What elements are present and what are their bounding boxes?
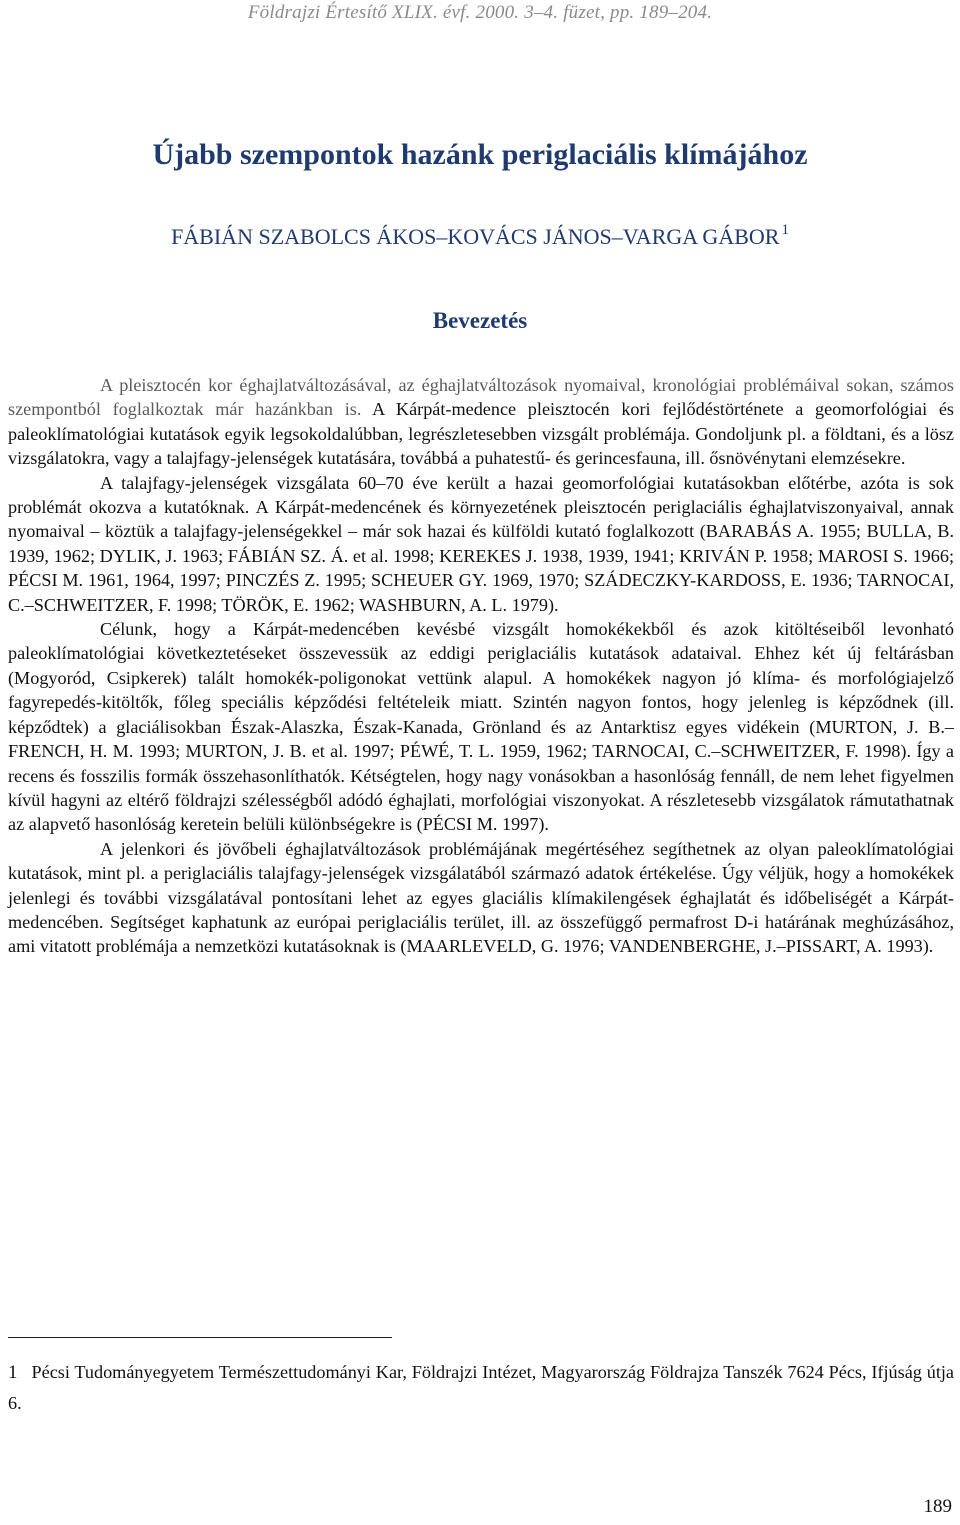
page-number: 189 <box>923 1496 952 1517</box>
author-line <box>0 222 960 250</box>
section-heading: Bevezetés <box>432 308 528 333</box>
body-text <box>8 373 954 959</box>
author-names: FÁBIÁN SZABOLCS ÁKOS–KOVÁCS JÁNOS–VARGA GÁBOR <box>171 224 780 249</box>
author-footnote-marker: 1 <box>781 222 789 238</box>
paragraph-1 <box>8 373 954 471</box>
paragraph-2: A talajfagy-jelenségek vizsgálata 60–70 éve került a hazai geomorfológiai kutatásokban előtérbe, azóta is sok problémát okozva a kutatóknak. A Kárpát-medencének és környezetének pleisztocén periglaciális éghajlatviszonyaival, annak nyomaival – köztük a talajfagy-jelenségekkel – már sok hazai és külföldi kutató foglalkozott (BARABÁS A. 1955; BULLA, B. 1939, 1962; DYLIK, J. 1963; FÁBIÁN SZ. Á. et al. 1998; KEREKES J. 1938, 1939, 1941; KRIVÁN P. 1958; MAROSI S. 1966; PÉCSI M. 1961, 1964, 1997; PINCZÉS Z. 1995; SCHEUER GY. 1969, 1970; SZÁDECZKY-KARDOSS, E. 1936; TARNOCAI, C.–SCHWEITZER, F. 1998; TÖRÖK, E. 1962; WASHBURN, A. L. 1979). <box>8 472 954 615</box>
paragraph-3: Célunk, hogy a Kárpát-medencében kevésbé vizsgált homokékekből és azok kitöltéseiből levonható paleoklímatológiai következtetéseket összevessük az eddigi periglaciális kutatások adataival. Ehhez két új feltárásban (Mogyoród, Csipkerek) talált homokék-poligonokat vettünk alapul. A homokékek nagyon jó klíma- és morfológiajelző fagyrepedés-kitöltők, főleg speciális képződési feltételeik miatt. Szintén nagyon fontos, hogy jelenleg is képződnek (ill. képződtek) a glaciálisokban Észak-Alaszka, Észak-Kanada, Grönland és az Antarktisz egyes vidékein (MURTON, J. B.–FRENCH, H. M. 1993; MURTON, J. B. et al. 1997; PÉWÉ, T. L. 1959, 1962; TARNOCAI, C.–SCHWEITZER, F. 1998). Így a recens és fosszilis formák összehasonlíthatók. Kétségtelen, hogy nagy vonásokban a hasonlóság fennáll, de nem lehet figyelmen kívül hagyni az eltérő földrajzi szélességből adódó éghajlati, morfológiai viszonyokat. A részletesebb vizsgálatok rámutathatnak az alapvető hasonlóság keretein belüli különbségekre is (PÉCSI M. 1997). <box>8 619 954 835</box>
footnote-text: Pécsi Tudományegyetem Természettudományi Kar, Földrajzi Intézet, Magyarország Földrajza Tanszék 7624 Pécs, Ifjúság útja 6. <box>8 1362 954 1413</box>
footnote <box>8 1357 954 1418</box>
footnote-marker: 1 <box>8 1362 18 1383</box>
paragraph-4: A jelenkori és jövőbeli éghajlatváltozások problémájának megértéséhez segíthetnek az olyan paleoklímatológiai kutatások, mint pl. a periglaciális talajfagy-jelenségek vizsgálatából származó adatok értékelése. Úgy véljük, hogy a homokékek jelenlegi és további vizsgálatával pontosítani lehet az egyes glaciális klímakilengések éghajlatát és időbeliségét a Kárpát-medencében. Segítséget kaphatunk az európai periglaciális terület, ill. az összefüggő permafrost D-i határának meghúzásához, ami vitatott problémája a nemzetközi kutatásoknak is (MAARLEVELD, G. 1976; VANDENBERGHE, J.–PISSART, A. 1993). <box>8 838 954 957</box>
paragraph-1-lead: A pleisztocén kor éghajlatváltozásával, az éghajlatváltozások nyomaival, kronológiai problémáival sokan, számos szempontból foglalkoztak már hazánkban is. <box>8 375 954 420</box>
footnote-divider <box>8 1337 392 1338</box>
article-title: Újabb szempontok hazánk periglaciális klímájához <box>152 138 808 171</box>
paragraph-1-rest: A Kárpát-medence pleisztocén kori fejlődéstörténete a geomorfológiai és paleoklímatológiai kutatások egyik legsokoldalúbban, legrészletesebben vizsgált problémája. Gondoljunk pl. a földtani, és a lösz vizsgálatokra, vagy a talajfagy-jelenségek kutatására, továbbá a puhatestű- és gerincesfauna, ill. ősnövénytani elemzésekre. <box>8 399 954 469</box>
running-header: Földrajzi Értesítő XLIX. évf. 2000. 3–4. füzet, pp. 189–204. <box>247 2 713 23</box>
